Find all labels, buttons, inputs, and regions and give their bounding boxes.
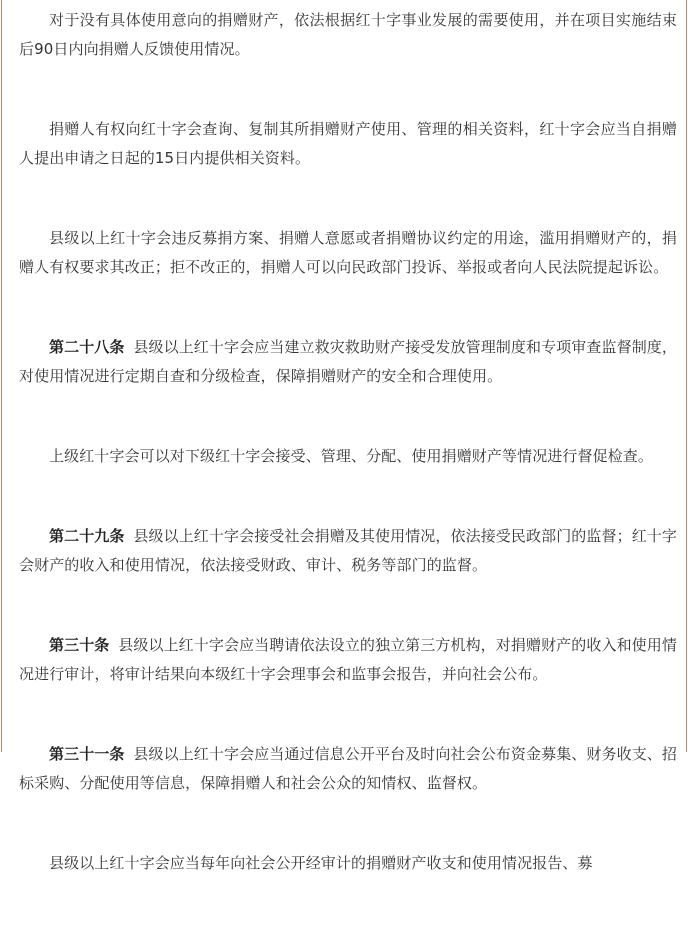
paragraph-text: 上级红十字会可以对下级红十字会接受、管理、分配、使用捐赠财产等情况进行督促检查。 xyxy=(49,447,654,465)
article-number: 第三十条 xyxy=(49,636,110,654)
article-number: 第二十八条 xyxy=(49,338,125,356)
paragraph-text: 县级以上红十字会应当聘请依法设立的独立第三方机构，对捐赠财产的收入和使用情况进行审计，将审计结果向本级红十字会理事会和监事会报告，并向社会公布。 xyxy=(19,636,677,683)
article-28 xyxy=(19,333,677,391)
paragraph-superior-supervision xyxy=(19,442,677,471)
paragraph-misuse-complaint xyxy=(19,224,677,282)
article-number: 第二十九条 xyxy=(49,527,125,545)
paragraph-text: 县级以上红十字会应当每年向社会公开经审计的捐赠财产收支和使用情况报告、募 xyxy=(49,854,593,872)
paragraph-annual-report xyxy=(19,849,677,878)
document-body xyxy=(19,6,677,929)
paragraph-text: 对于没有具体使用意向的捐赠财产，依法根据红十字事业发展的需要使用，并在项目实施结束后90日内向捐赠人反馈使用情况。 xyxy=(19,11,677,58)
paragraph-text: 县级以上红十字会应当通过信息公开平台及时向社会公布资金募集、财务收支、招标采购、分配使用等信息，保障捐赠人和社会公众的知情权、监督权。 xyxy=(19,745,677,792)
article-31 xyxy=(19,740,677,798)
paragraph-usage-feedback xyxy=(19,6,677,64)
paragraph-text: 县级以上红十字会应当建立救灾救助财产接受发放管理制度和专项审查监督制度，对使用情况进行定期自查和分级检查，保障捐赠财产的安全和合理使用。 xyxy=(19,338,677,385)
article-number: 第三十一条 xyxy=(49,745,125,763)
paragraph-text: 县级以上红十字会接受社会捐赠及其使用情况，依法接受民政部门的监督；红十字会财产的收入和使用情况，依法接受财政、审计、税务等部门的监督。 xyxy=(19,527,677,574)
paragraph-text: 县级以上红十字会违反募捐方案、捐赠人意愿或者捐赠协议约定的用途，滥用捐赠财产的，捐赠人有权要求其改正；拒不改正的，捐赠人可以向民政部门投诉、举报或者向人民法院提起诉讼。 xyxy=(19,229,677,276)
article-29 xyxy=(19,522,677,580)
article-30 xyxy=(19,631,677,689)
paragraph-donor-inquiry xyxy=(19,115,677,173)
document-frame xyxy=(1,0,687,872)
paragraph-text: 捐赠人有权向红十字会查询、复制其所捐赠财产使用、管理的相关资料，红十字会应当自捐赠人提出申请之日起的15日内提供相关资料。 xyxy=(19,120,677,167)
